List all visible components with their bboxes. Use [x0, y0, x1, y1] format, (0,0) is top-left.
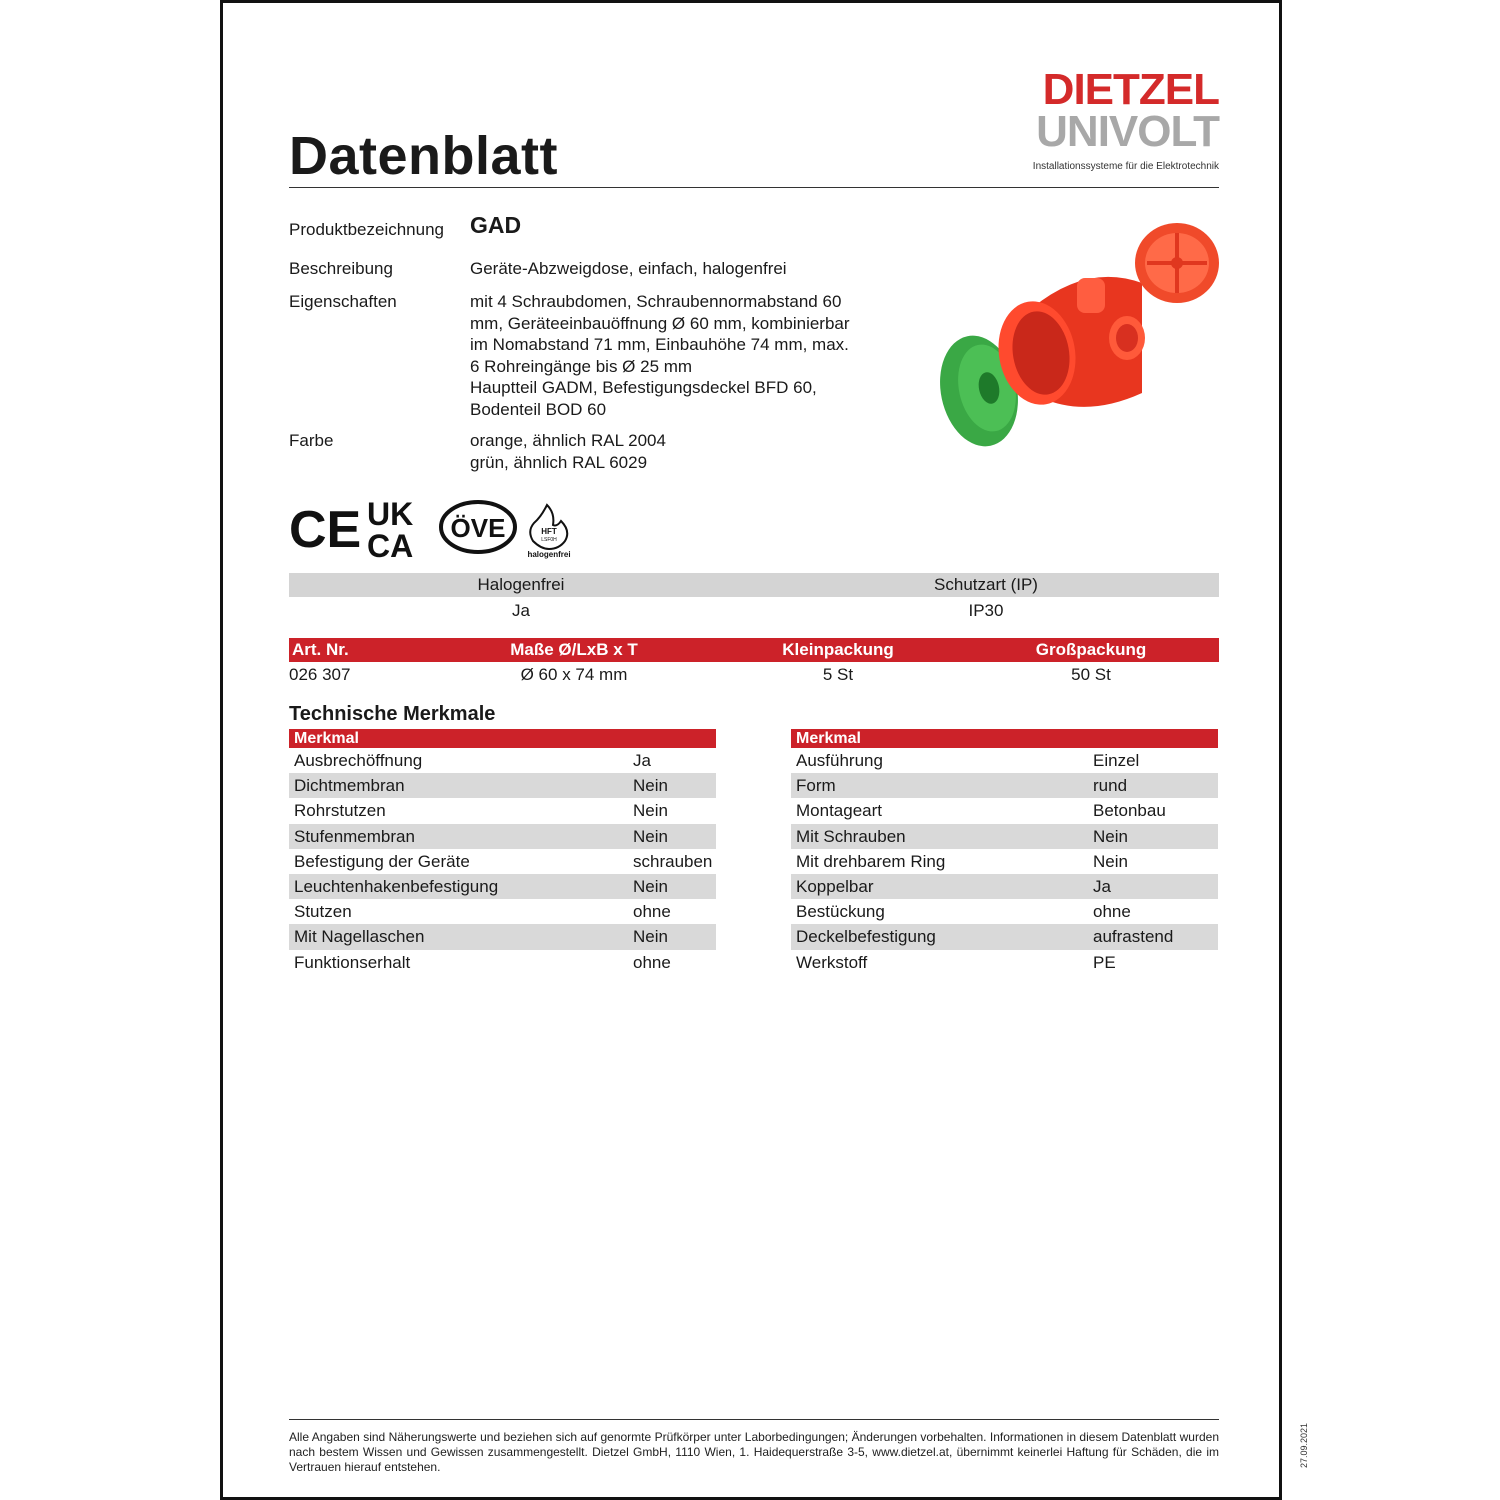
ce-mark-text: CE: [289, 501, 362, 559]
feature-value: Nein: [633, 801, 668, 821]
features-title: Technische Merkmale: [289, 703, 496, 725]
table-row: [791, 874, 1218, 899]
hft-text: HFT: [541, 527, 557, 536]
ove-mark-text: ÖVE: [450, 513, 506, 543]
table-row: [791, 899, 1218, 924]
feature-key: Koppelbar: [796, 876, 874, 896]
feature-value: ohne: [633, 902, 671, 922]
logo-tagline: Installationssysteme für die Elektrotechnik: [1032, 161, 1219, 172]
color-line: orange, ähnlich RAL 2004: [470, 431, 666, 450]
color-line: grün, ähnlich RAL 6029: [470, 452, 648, 472]
table-row: [791, 748, 1218, 773]
page-title: Datenblatt: [289, 126, 559, 186]
table-row: [791, 924, 1218, 949]
feature-value: Einzel: [1093, 751, 1140, 770]
table-row: [289, 874, 716, 899]
feature-value: Nein: [1093, 851, 1128, 871]
props-header-row: [289, 573, 1219, 597]
feature-key: Funktionserhalt: [294, 952, 411, 972]
feature-key: Ausführung: [796, 751, 883, 770]
properties-line: im Nomabstand 71 mm, Einbauhöhe 74 mm, max.: [470, 335, 849, 354]
certification-marks: [289, 495, 589, 561]
feature-key: Ausbrechöffnung: [294, 751, 423, 770]
feature-value: Ja: [1093, 876, 1111, 896]
table-row: [289, 924, 716, 949]
article-dimensions: Ø 60 x 74 mm: [520, 665, 628, 684]
table-row: [791, 798, 1218, 823]
ukca-mark-icon: [367, 496, 413, 561]
halogen-free-flame-icon: [527, 505, 570, 559]
feature-value: schrauben: [633, 851, 713, 871]
properties-value: [470, 291, 890, 420]
feature-value: Nein: [1093, 826, 1128, 846]
footer-divider: [289, 1419, 1219, 1420]
article-small-pack: 5 St: [822, 665, 854, 684]
properties-label: Eigenschaften: [289, 292, 397, 311]
feature-key: Dichtmembran: [294, 776, 405, 796]
table-row: [289, 849, 716, 874]
table-row: [289, 798, 716, 823]
props-header-ip: Schutzart (IP): [934, 575, 1038, 594]
datasheet-page: [220, 0, 1309, 1500]
feature-key: Stufenmembran: [294, 826, 415, 846]
product-name: GAD: [470, 212, 522, 238]
company-logo: [1017, 65, 1219, 172]
article-header-artnr: Art. Nr.: [292, 640, 349, 659]
feature-value: ohne: [1093, 902, 1131, 922]
feature-value: Nein: [633, 826, 668, 846]
table-row: [289, 748, 716, 773]
features-table-left: [289, 729, 716, 975]
article-header-large-pack: Großpackung: [1035, 640, 1147, 659]
feature-key: Werkstoff: [796, 952, 868, 972]
feature-value: Betonbau: [1093, 801, 1166, 821]
feature-value: Nein: [633, 927, 668, 947]
feature-value: PE: [1093, 952, 1116, 972]
color-value: [470, 430, 880, 473]
feature-key: Deckelbefestigung: [796, 927, 936, 947]
properties-line: Bodenteil BOD 60: [470, 399, 607, 419]
product-image: [937, 208, 1227, 453]
features-right-header: Merkmal: [791, 729, 1218, 748]
feature-value: Ja: [633, 751, 651, 770]
props-value-halogen: Ja: [512, 601, 530, 620]
table-row: [791, 950, 1218, 975]
ce-mark-icon: [289, 501, 361, 559]
features-left-header: Merkmal: [289, 729, 716, 748]
feature-value: Nein: [633, 776, 668, 796]
feature-key: Mit Nagellaschen: [294, 927, 425, 947]
feature-value: aufrastend: [1093, 927, 1174, 947]
article-header-row: [289, 638, 1219, 662]
ukca-top-text: UK: [367, 496, 414, 532]
color-label: Farbe: [289, 431, 334, 450]
feature-key: Mit Schrauben: [796, 826, 906, 846]
table-row: [289, 824, 716, 849]
table-row: [791, 824, 1218, 849]
table-row: [289, 950, 716, 975]
date-stamp: 27.09.2021: [1299, 1422, 1309, 1468]
props-value-row: [289, 599, 1219, 623]
props-header-halogen: Halogenfrei: [477, 575, 565, 594]
feature-key: Stutzen: [294, 902, 352, 922]
lsf0h-text: LSF0H: [541, 537, 557, 543]
article-header-small-pack: Kleinpackung: [782, 640, 894, 659]
feature-value: rund: [1093, 776, 1128, 796]
properties-line: mm, Geräteeinbauöffnung Ø 60 mm, kombinierbar: [470, 313, 850, 333]
feature-key: Montageart: [796, 801, 882, 821]
article-large-pack: 50 St: [1071, 665, 1111, 684]
table-row: [791, 773, 1218, 798]
properties-line: Hauptteil GADM, Befestigungsdeckel BFD 60,: [470, 378, 817, 397]
description-value: Geräte-Abzweigdose, einfach, halogenfrei: [470, 259, 787, 278]
logo-dietzel: DIETZEL: [1042, 65, 1219, 114]
ukca-bottom-text: CA: [367, 528, 414, 561]
props-value-ip: IP30: [968, 601, 1004, 620]
table-row: [289, 773, 716, 798]
article-artnr: 026 307: [289, 665, 351, 684]
article-header-dimensions: Maße Ø/LxB x T: [510, 640, 638, 659]
properties-line: mit 4 Schraubdomen, Schraubennormabstand 60: [470, 292, 842, 311]
ove-mark-icon: [441, 502, 515, 552]
header-divider: [289, 187, 1219, 188]
feature-key: Form: [796, 776, 836, 796]
table-row: [289, 899, 716, 924]
feature-value: Nein: [633, 876, 668, 896]
feature-key: Bestückung: [796, 902, 885, 922]
features-table-right: [791, 729, 1218, 975]
feature-key: Befestigung der Geräte: [294, 851, 470, 871]
logo-univolt: UNIVOLT: [1036, 107, 1219, 156]
feature-key: Leuchtenhakenbefestigung: [294, 876, 499, 896]
properties-line: 6 Rohreingänge bis Ø 25 mm: [470, 356, 693, 376]
feature-key: Mit drehbarem Ring: [796, 851, 946, 871]
feature-key: Rohrstutzen: [294, 801, 386, 821]
footer-disclaimer: Alle Angaben sind Näherungswerte und beziehen sich auf genormte Prüfkörper unter Laborbedingungen; Änderungen vorbehalten. Informationen in diesem Datenblatt wurden nach bestem Wissen und Gewissen zusammengestellt. Dietzel GmbH, 1110 Wien, 1. Haidequerstraße 3-5, www.dietzel.at, übernimmt keinerlei Haftung für Schäden, die im Vertrauen hierauf entstehen.: [289, 1430, 1219, 1474]
description-label: Beschreibung: [289, 259, 393, 278]
feature-value: ohne: [633, 952, 671, 972]
halogenfrei-text: halogenfrei: [527, 550, 571, 559]
article-value-row: [289, 663, 1219, 687]
product-label: Produktbezeichnung: [289, 220, 445, 239]
table-row: [791, 849, 1218, 874]
